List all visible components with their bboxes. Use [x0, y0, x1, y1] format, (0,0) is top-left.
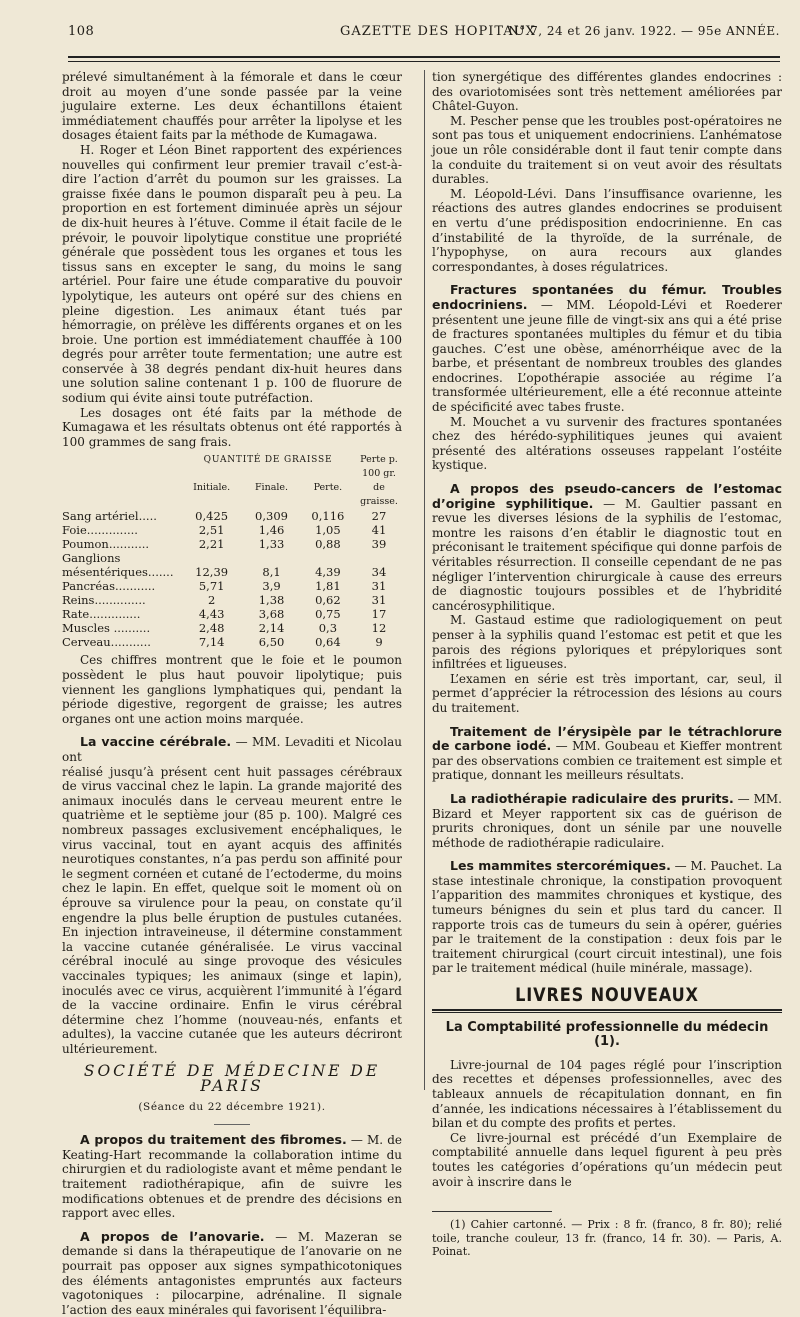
paragraph: M. Pescher pense que les troubles post-opératoires ne sont pas tous et uniquement endocriniens. L’anhématose joue un rôle considérable dont il faut tenir compte dans la conduite du traitement si on veut avoir des résultats durables.	[432, 113, 782, 187]
cell: 0,425	[195, 509, 229, 524]
paragraph: Livre-journal de 104 pages réglé pour l’inscription des recettes et dépenses professionnelles, avec des tableaux annuels de récapitulation donnant, en fin d’année, les indications nécessaires à l’établissement du bilan et du compte des profits et pertes.	[432, 1057, 782, 1131]
section-heading: Traitement de l’érysipèle par le tétrachlorure de carbone iodé.	[432, 723, 782, 754]
cell: 31	[371, 593, 387, 608]
divider	[432, 1012, 782, 1013]
column-divider	[424, 70, 425, 1090]
graisse-table	[62, 453, 402, 649]
cell: 1,33	[258, 537, 285, 552]
pseudo-cancer-section	[432, 482, 782, 613]
table-row	[62, 523, 402, 537]
section-heading: Fractures spontanées du fémur. Troubles endocriniens.	[432, 282, 782, 312]
cell: 7,14	[198, 635, 225, 650]
cell: 12,39	[195, 565, 229, 580]
cell: 39	[371, 537, 387, 552]
section-heading: A propos des pseudo-cancers de l’estomac d’origine syphilitique.	[432, 481, 782, 511]
issue-info: N° 7, 24 et 26 janv. 1922. — 95e ANNÉE.	[508, 24, 780, 38]
cell: 2,14	[258, 621, 285, 636]
authors-line: — MM. Levaditi et Nicolau ont	[62, 735, 402, 764]
table-row	[62, 551, 402, 579]
cell: 6,50	[258, 635, 285, 650]
cell: 1,38	[258, 593, 285, 608]
organ-name: Reins..............	[62, 593, 146, 608]
cell: 3,9	[262, 579, 281, 594]
paragraph: M. Léopold-Lévi. Dans l’insuffisance ovarienne, les réactions des autres glandes endocrines se produisent en vertu d’une prédisposition endocrinienne. En cas d’instabilité de la thyroïde, de la surrénale, de l’hypophyse, on aura recours aux glandes correspondantes, à doses régulatrices.	[432, 186, 782, 274]
table-row	[62, 607, 402, 621]
session-date: (Séance du 22 décembre 1921).	[138, 1100, 326, 1113]
divider	[432, 1009, 782, 1011]
paragraph: Les dosages ont été faits par la méthode de Kumagawa et les résultats obtenus ont été rapportés à 100 grammes de sang frais.	[62, 405, 402, 449]
table-row	[62, 509, 402, 523]
paragraph: prélevé simultanément à la fémorale et dans le cœur droit au moyen d’une sonde passée par la veine jugulaire externe. Les deux échantillons étaient immédiatement chauffés pour arrêter la lipolyse et les dosages étaient faits par la méthode de Kumagawa.	[62, 70, 402, 143]
cell: 3,68	[258, 607, 285, 622]
cell: 0,62	[315, 593, 341, 608]
table-row	[62, 635, 402, 649]
section-heading: A propos de l’anovarie.	[80, 1228, 265, 1244]
section-text: — M. Gaultier passant en revue les diverses lésions de la syphilis de l’estomac, montre les raisons d’en établir le diagnostic tout en préconisant le traitement spécifique qui donne parfois de véritables résurrection. Il conseille cependant de ne pas négliger l’intervention chirurgicale à cause des erreurs de diagnostic toujours possibles et de l’hybridité cancérosyphilitique.	[432, 496, 782, 613]
section-heading: Les mammites stercorémiques.	[450, 858, 671, 874]
cell: 2,51	[198, 523, 225, 538]
cell: 27	[371, 509, 387, 524]
cell: 2,21	[198, 537, 225, 552]
paragraph: M. Gastaud estime que radiologiquement on peut penser à la syphilis quand l’estomac est petit et que les parois des régions pyloriques et prépyloriques sont infiltrées et ligueuses.	[432, 613, 782, 672]
paragraph: réalisé jusqu’à présent cent huit passages cérébraux de virus vaccinal chez le lapin. La grande majorité des animaux inoculés dans le cerveau meurent entre le quatrième et le septième jour (85 p. 100). Malgré ces nombreux passages exclusivement encéphaliques, le virus vaccinal, tout en ayant acquis des affinités neurotiques constantes, n’a pas perdu son affinité pour le segment cornéen et cutané de l’ectoderme, du moins chez le lapin. En effet, quelque soit le moment où on éprouve sa virulence pour la peau, on constate qu’il engendre la plus belle éruption de pustules cutanées. En injection intraveineuse, il détermine constamment la vaccine cutanée généralisée. Le virus vaccinal cérébral inoculé au singe provoque des vésicules vaccinales typiques; les animaux (singe et lapin), inoculés avec ce virus, acquièrent l’immunité à l’égard de la vaccine ordinaire. Enfin le virus cérébral détermine chez l’homme (nouveau-nés, enfants et adultes), la vaccine cutanée que les auteurs décriront ultérieurement.	[62, 764, 402, 1056]
cell: 9	[375, 635, 383, 650]
fractures-section	[432, 283, 782, 414]
footnote: (1) Cahier cartonné. — Prix : 8 fr. (franco, 8 fr. 80); relié toile, tranche couleur, 13 fr. (franco, 14 fr. 30). — Paris, A. Poinat.	[432, 1218, 782, 1259]
section-text: — MM. Léopold-Lévi et Roederer présentent une jeune fille de vingt-six ans qui a été prise de fractures spontanées multiples du fémur et du tibia gauches. C’est une obèse, aménorrhéique avec de la barbe, et présentant de nombreux troubles des glandes endocrines. L’opothérapie associée au régime l’a transformée ultérieurement, elle a été reconnue atteinte de spécificité avec tabes fruste.	[432, 297, 782, 415]
section-text: — M. Pauchet. La stase intestinale chronique, la constipation provoquent l’apparition des mammites chroniques et kystique, des tumeurs bénignes du sein et plus tard du cancer. Il rapporte trois cas de tumeurs du sein à opérer, guéries par le traitement de la constipation : deux fois par le traitement chirurgical (court circuit intestinal), une fois par le traitement médical (huile minérale, massage).	[432, 859, 782, 976]
cell: 4,39	[315, 565, 341, 580]
mammites-section	[432, 859, 782, 976]
erysipele-section	[432, 725, 782, 783]
section-heading: La radiothérapie radiculaire des prurits.	[450, 790, 734, 806]
col-header: Finale.	[254, 482, 289, 494]
cell: 17	[371, 607, 387, 622]
cell: 0,309	[255, 509, 288, 524]
book-title: La Comptabilité professionnelle du médecin (1).	[445, 1019, 769, 1050]
section-text: — M. Mazeran se demande si dans la thérapeutique de l’anovarie on ne pourrait pas opposer aux signes sympathicotoniques des éléments antagonistes empruntés aux facteurs vagotoniques : pilocarpine, adrénaline. Il signale l’action des eaux minérales qui favorisent l’équilibra-	[62, 1229, 402, 1317]
anovarie-section	[62, 1230, 402, 1317]
col-header: Initiale.	[193, 482, 231, 494]
table-row	[62, 621, 402, 635]
paragraph: M. Mouchet a vu survenir des fractures spontanées chez des hérédo-syphilitiques jeunes qui avaient présenté des altérations osseuses rappelant l’ostéite kystique.	[432, 414, 782, 473]
cell: 0,75	[315, 607, 341, 622]
header-rule-thin	[68, 61, 780, 62]
table-row	[62, 593, 402, 607]
organ-name: Pancréas...........	[62, 579, 156, 594]
radiotherapie-section	[432, 792, 782, 850]
section-text: — MM. Goubeau et Kieffer montrent par des observations combien ce traitement est simple et pratique, donnant les meilleurs résultats.	[432, 739, 782, 783]
paragraph: H. Roger et Léon Binet rapportent des expériences nouvelles qui confirment leur premier travail c’est-à-dire l’action d’arrêt du poumon sur les graisses. La graisse fixée dans le poumon disparaît peu à peu. La proportion en est fortement diminuée après un séjour de dix-huit heures à l’étuve. Comme il était facile de le prévoir, le pouvoir lipolytique constitue une propriété générale que possèdent tous les organes et tous les tissus sans en excepter le sang, du moins le sang artériel. Pour faire une étude comparative du pouvoir lypolytique, les auteurs ont opéré sur des chiens en pleine digestion. Les animaux étant tués par hémorragie, on prélève les différents organes et on les broie. Une portion est immédiatement chauffée à 100 degrés pour arrêter toute fermentation; une autre est conservée à 38 degrés pendant dix-huit heures dans une solution saline contenant 1 p. 100 de fluorure de sodium qui évite ainsi toute putréfaction.	[62, 142, 402, 406]
cell: 0,3	[318, 621, 338, 636]
cell: 0,88	[315, 537, 341, 552]
page-number: 108	[68, 24, 95, 39]
fibromes-section	[62, 1133, 402, 1221]
organ-name: Poumon...........	[62, 537, 150, 552]
cell: 2,48	[198, 621, 225, 636]
left-column	[62, 70, 402, 1317]
section-heading: La vaccine cérébrale.	[80, 734, 232, 750]
organ-name: Cerveau...........	[62, 635, 151, 650]
organ-name: Muscles ..........	[62, 621, 151, 636]
paragraph: Ce livre-journal est précédé d’un Exemplaire de comptabilité annuelle dans lequel figurent à peu près toutes les catégories d’opérations qu’un médecin peut avoir à inscrire dans le	[432, 1130, 782, 1189]
cell: 0,116	[311, 509, 345, 524]
paragraph: tion synergétique des différentes glandes endocrines : des ovariotomisées sont très nettement améliorées par Châtel-Guyon.	[432, 70, 782, 114]
cell: 31	[371, 579, 387, 594]
paragraph: L’examen en série est très important, car, seul, il permet d’apprécier la rétrocession des lésions au cours du traitement.	[432, 671, 782, 715]
footnote-rule	[432, 1211, 552, 1212]
organ-name: Rate..............	[62, 607, 141, 622]
cell: 34	[371, 565, 387, 580]
cell: 5,71	[198, 579, 225, 594]
paragraph: Ces chiffres montrent que le foie et le poumon possèdent le plus haut pouvoir lipolytique; puis viennent les ganglions lymphatiques qui, pendant la période digestive, regorgent de graisse; les autres organes ont une action moins marquée.	[62, 653, 402, 726]
journal-title: GAZETTE DES HOPITAUX	[340, 24, 536, 39]
table-row	[62, 579, 402, 593]
table-row	[62, 537, 402, 551]
perte-header: Perte p. 100 gr. de graisse.	[360, 454, 398, 508]
cell: 1,05	[315, 523, 341, 538]
cell: 0,64	[315, 635, 341, 650]
cell: 8,1	[262, 565, 281, 580]
cell: 1,81	[315, 579, 341, 594]
table-caption: QUANTITÉ DE GRAISSE	[203, 455, 333, 466]
society-title: SOCIÉTÉ DE MÉDECINE DE PARIS	[83, 1062, 381, 1096]
col-header: Perte.	[313, 482, 343, 494]
running-header	[62, 24, 780, 46]
livres-nouveaux-heading: LIVRES NOUVEAUX	[515, 984, 699, 1007]
section-text: — M. de Keating-Hart recommande la collaboration intime du chirurgien et du radiologiste avant et même pendant le traitement radiothérapique, afin de suivre les modifications obtenues et de prendre des décisions en rapport avec elles.	[62, 1133, 402, 1221]
cell: 41	[371, 523, 387, 538]
right-column	[432, 70, 782, 1259]
organ-name: Ganglions mésentériques.......	[62, 551, 174, 580]
vaccine-section	[62, 735, 402, 764]
cell: 2	[207, 593, 216, 608]
cell: 12	[371, 621, 387, 636]
divider	[214, 1124, 250, 1125]
organ-name: Foie..............	[62, 523, 138, 538]
organ-name: Sang artériel.....	[62, 509, 157, 524]
cell: 1,46	[258, 523, 285, 538]
section-text: — MM. Bizard et Meyer rapportent six cas de guérison de prurits chroniques, dont un sénile par une nouvelle méthode de radiothérapie radiculaire.	[432, 791, 782, 850]
header-rule-thick	[68, 56, 780, 58]
cell: 4,43	[198, 607, 225, 622]
section-heading: A propos du traitement des fibromes.	[80, 1132, 347, 1148]
